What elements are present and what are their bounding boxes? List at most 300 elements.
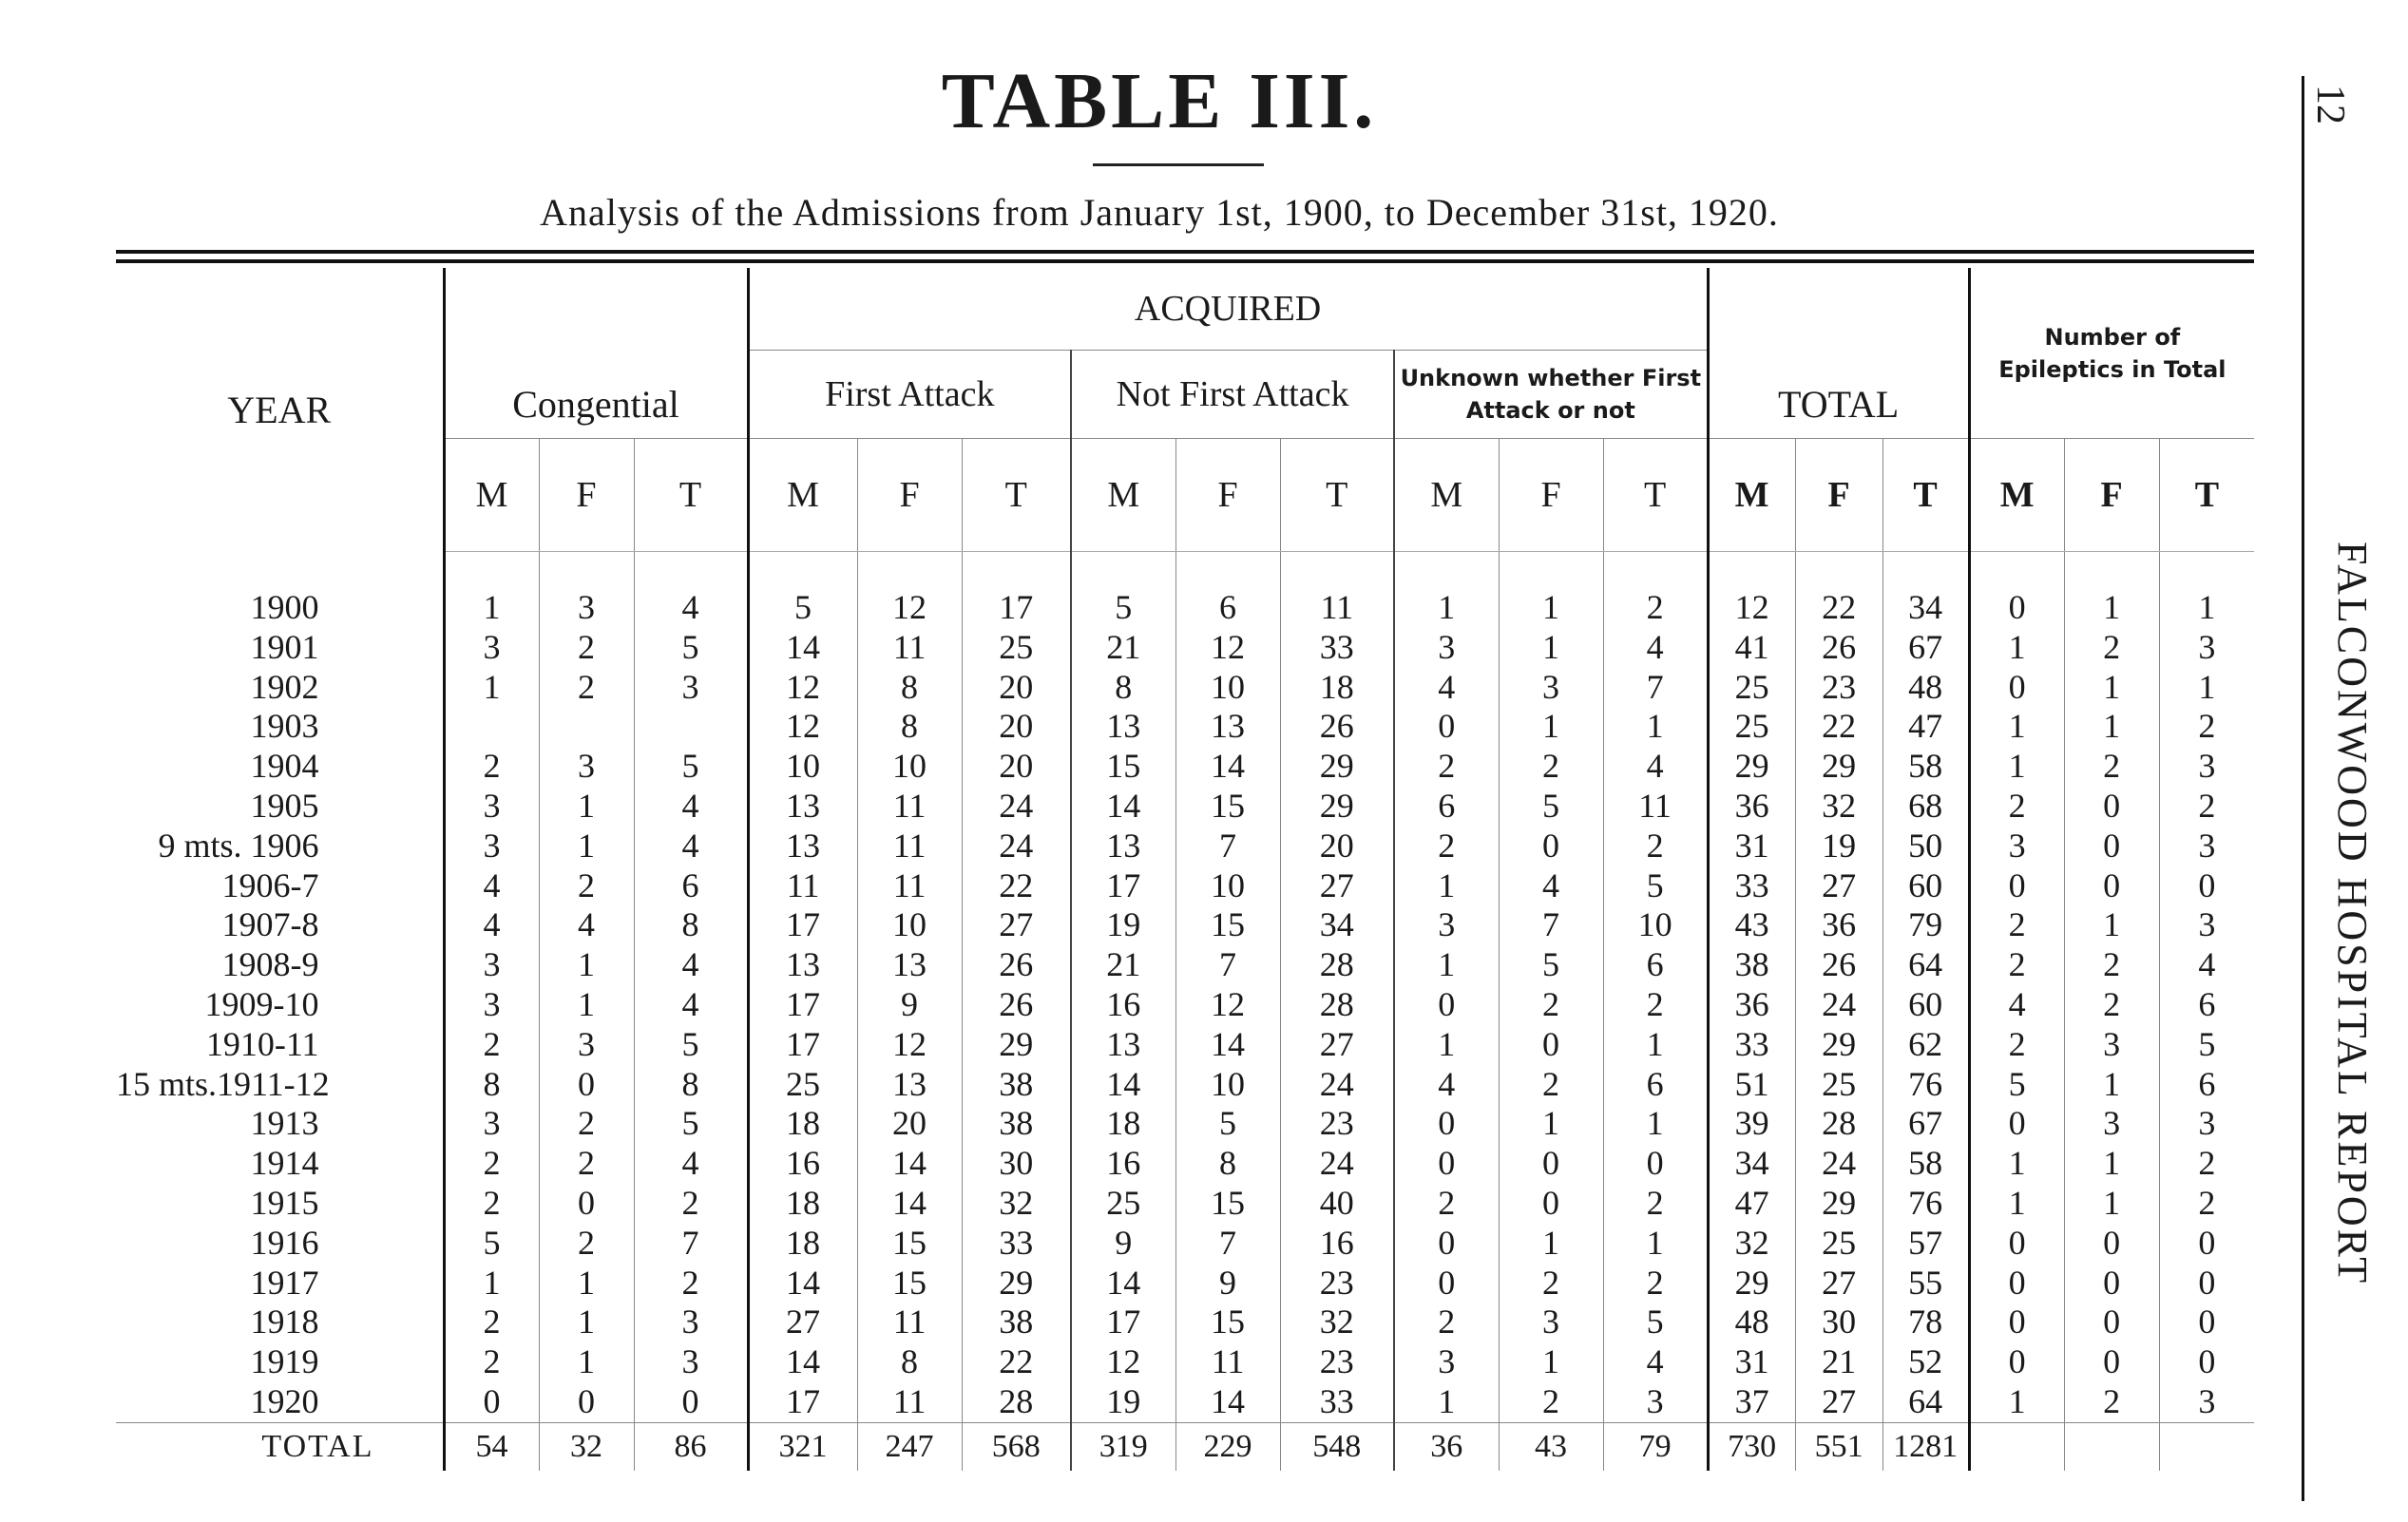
not-first-attack-m-cell: 21 [1071,628,1175,668]
first-attack-f-cell: 11 [857,787,962,827]
epileptics-t-cell: 2 [2159,1144,2254,1184]
epileptics-t-cell: 3 [2159,905,2254,945]
total-t-cell: 68 [1882,787,1969,827]
total-m-cell: 31 [1708,827,1795,866]
total-t-cell: 1281 [1882,1422,1969,1471]
first-attack-f-cell: 11 [857,827,962,866]
unknown-m-cell: 1 [1394,866,1499,906]
congenital-t-cell: 5 [634,628,748,668]
total-f-cell: 30 [1795,1303,1882,1342]
epileptics-m-cell: 0 [1969,1303,2064,1342]
congenital-t-cell: 3 [634,1303,748,1342]
first-attack-t-cell: 24 [962,827,1071,866]
header-unknown-m: M [1394,439,1499,552]
table-row [116,985,2254,1025]
total-f-cell: 551 [1795,1422,1882,1471]
not-first-attack-t-cell: 23 [1280,1104,1394,1144]
header-epileptics-t: T [2159,439,2254,552]
congenital-m-cell [444,707,539,747]
total-f-cell: 36 [1795,905,1882,945]
first-attack-m-cell: 18 [748,1184,857,1224]
unknown-t-cell: 2 [1603,552,1708,628]
first-attack-m-cell: 14 [748,628,857,668]
epileptics-f-cell: 2 [2064,1382,2159,1422]
year-cell: 1910-11 [205,1024,319,1063]
not-first-attack-t-cell: 40 [1280,1184,1394,1224]
congenital-m-cell: 1 [444,1264,539,1303]
table-row [116,668,2254,708]
congenital-f-cell: 1 [539,787,634,827]
congenital-t-cell: 4 [634,787,748,827]
header-unknown-f: F [1499,439,1603,552]
unknown-m-cell: 0 [1394,985,1499,1025]
not-first-attack-f-cell: 10 [1175,1065,1280,1105]
total-t-cell: 67 [1882,1104,1969,1144]
congenital-t-cell: 4 [634,945,748,985]
unknown-m-cell: 1 [1394,552,1499,628]
first-attack-f-cell: 9 [857,985,962,1025]
first-attack-f-cell: 14 [857,1144,962,1184]
not-first-attack-t-cell: 29 [1280,787,1394,827]
first-attack-t-cell: 38 [962,1104,1071,1144]
congenital-t-cell: 5 [634,1104,748,1144]
not-first-attack-f-cell: 8 [1175,1144,1280,1184]
top-double-rule-upper [116,250,2254,254]
total-f-cell: 29 [1795,1184,1882,1224]
not-first-attack-m-cell: 16 [1071,985,1175,1025]
first-attack-f-cell: 14 [857,1184,962,1224]
year-cell: 1902 [250,667,319,706]
not-first-attack-m-cell: 16 [1071,1144,1175,1184]
epileptics-m-cell: 4 [1969,985,2064,1025]
total-t-cell: 76 [1882,1065,1969,1105]
not-first-attack-t-cell: 26 [1280,707,1394,747]
unknown-t-cell: 2 [1603,1184,1708,1224]
epileptics-t-cell: 4 [2159,945,2254,985]
unknown-m-cell: 0 [1394,1144,1499,1184]
congenital-f-cell: 2 [539,1144,634,1184]
total-t-cell: 79 [1882,905,1969,945]
table-row [116,1382,2254,1422]
congenital-f-cell: 0 [539,1065,634,1105]
total-m-cell: 29 [1708,747,1795,787]
not-first-attack-t-cell: 24 [1280,1065,1394,1105]
epileptics-t-cell: 0 [2159,1264,2254,1303]
total-m-cell: 37 [1708,1382,1795,1422]
unknown-t-cell: 2 [1603,985,1708,1025]
header-not-first-attack-f: F [1175,439,1280,552]
first-attack-m-cell: 321 [748,1422,857,1471]
year-cell: 1918 [250,1303,319,1341]
congenital-t-cell: 5 [634,1025,748,1065]
epileptics-m-cell: 2 [1969,787,2064,827]
congenital-f-cell: 4 [539,905,634,945]
epileptics-m-cell: 2 [1969,1025,2064,1065]
congenital-f-cell: 2 [539,1104,634,1144]
first-attack-f-cell: 15 [857,1264,962,1303]
epileptics-f-cell: 1 [2064,1184,2159,1224]
table-row [116,1144,2254,1184]
epileptics-m-cell: 0 [1969,1104,2064,1144]
first-attack-f-cell: 11 [857,866,962,906]
year-cell: TOTAL [116,1422,444,1471]
not-first-attack-m-cell: 14 [1071,787,1175,827]
total-t-cell: 78 [1882,1303,1969,1342]
table-body [116,552,2254,1423]
total-m-cell: 730 [1708,1422,1795,1471]
year-cell: 1909-10 [204,984,319,1023]
table-row [116,628,2254,668]
report-title: FALCONWOOD HOSPITAL REPORT [2329,542,2376,1286]
first-attack-f-cell: 10 [857,905,962,945]
congenital-f-cell: 2 [539,668,634,708]
first-attack-m-cell: 12 [748,668,857,708]
first-attack-f-cell: 10 [857,747,962,787]
unknown-f-cell: 2 [1499,1264,1603,1303]
total-f-cell: 29 [1795,1025,1882,1065]
unknown-f-cell: 3 [1499,668,1603,708]
total-m-cell: 29 [1708,1264,1795,1303]
total-f-cell: 21 [1795,1342,1882,1382]
header-congenital-m: M [444,439,539,552]
unknown-f-cell: 7 [1499,905,1603,945]
not-first-attack-m-cell: 15 [1071,747,1175,787]
table-row [116,552,2254,628]
epileptics-m-cell: 5 [1969,1065,2064,1105]
congenital-m-cell: 1 [444,552,539,628]
not-first-attack-t-cell: 20 [1280,827,1394,866]
total-f-cell: 25 [1795,1065,1882,1105]
not-first-attack-f-cell: 14 [1175,1025,1280,1065]
first-attack-m-cell: 18 [748,1224,857,1264]
epileptics-m-cell: 0 [1969,1342,2064,1382]
not-first-attack-t-cell: 33 [1280,628,1394,668]
congenital-t-cell: 8 [634,1065,748,1105]
year-cell: 1917 [250,1263,319,1302]
epileptics-f-cell: 1 [2064,905,2159,945]
epileptics-m-cell: 0 [1969,668,2064,708]
epileptics-f-cell: 3 [2064,1025,2159,1065]
epileptics-f-cell: 2 [2064,945,2159,985]
unknown-f-cell: 0 [1499,1184,1603,1224]
congenital-t-cell: 4 [634,552,748,628]
first-attack-t-cell: 22 [962,1342,1071,1382]
year-cell: 1907-8 [221,905,319,944]
not-first-attack-f-cell: 11 [1175,1342,1280,1382]
unknown-m-cell: 2 [1394,747,1499,787]
congenital-t-cell: 4 [634,827,748,866]
first-attack-m-cell: 12 [748,707,857,747]
first-attack-m-cell: 17 [748,905,857,945]
epileptics-m-cell: 1 [1969,628,2064,668]
unknown-t-cell: 1 [1603,707,1708,747]
first-attack-f-cell: 8 [857,707,962,747]
year-cell: 1901 [250,627,319,666]
epileptics-t-cell: 6 [2159,985,2254,1025]
first-attack-t-cell: 28 [962,1382,1071,1422]
year-cell: 15 mts.1911-12 [116,1064,330,1103]
unknown-m-cell: 3 [1394,628,1499,668]
first-attack-t-cell: 20 [962,747,1071,787]
header-not-first-attack: Not First Attack [1071,351,1394,439]
not-first-attack-f-cell: 10 [1175,866,1280,906]
total-f-cell: 19 [1795,827,1882,866]
epileptics-m-cell: 2 [1969,945,2064,985]
epileptics-f-cell: 1 [2064,552,2159,628]
unknown-f-cell: 5 [1499,787,1603,827]
year-cell: 9 mts. 1906 [158,826,319,865]
epileptics-m-cell: 1 [1969,1382,2064,1422]
first-attack-t-cell: 25 [962,628,1071,668]
unknown-f-cell: 2 [1499,1065,1603,1105]
congenital-f-cell: 2 [539,1224,634,1264]
congenital-f-cell: 1 [539,1264,634,1303]
table-row [116,945,2254,985]
not-first-attack-f-cell: 14 [1175,747,1280,787]
not-first-attack-m-cell: 17 [1071,1303,1175,1342]
epileptics-f-cell: 0 [2064,1264,2159,1303]
header-first-attack-f: F [857,439,962,552]
epileptics-t-cell: 2 [2159,1184,2254,1224]
first-attack-m-cell: 13 [748,787,857,827]
not-first-attack-m-cell: 14 [1071,1264,1175,1303]
epileptics-f-cell [2064,1422,2159,1471]
total-t-cell: 47 [1882,707,1969,747]
first-attack-f-cell: 12 [857,1025,962,1065]
first-attack-t-cell: 29 [962,1025,1071,1065]
total-f-cell: 25 [1795,1224,1882,1264]
epileptics-f-cell: 1 [2064,668,2159,708]
not-first-attack-f-cell: 13 [1175,707,1280,747]
unknown-m-cell: 0 [1394,1224,1499,1264]
header-first-attack-m: M [748,439,857,552]
unknown-t-cell: 6 [1603,945,1708,985]
congenital-f-cell: 32 [539,1422,634,1471]
unknown-m-cell: 36 [1394,1422,1499,1471]
congenital-m-cell: 2 [444,1025,539,1065]
unknown-t-cell: 11 [1603,787,1708,827]
congenital-f-cell: 1 [539,945,634,985]
epileptics-t-cell: 1 [2159,552,2254,628]
congenital-m-cell: 3 [444,985,539,1025]
table-row [116,827,2254,866]
first-attack-t-cell: 24 [962,787,1071,827]
total-t-cell: 52 [1882,1342,1969,1382]
header-unknown-attack [1394,351,1708,439]
not-first-attack-t-cell: 23 [1280,1342,1394,1382]
congenital-m-cell: 4 [444,905,539,945]
not-first-attack-m-cell: 9 [1071,1224,1175,1264]
total-f-cell: 29 [1795,747,1882,787]
first-attack-m-cell: 14 [748,1342,857,1382]
epileptics-f-cell: 0 [2064,1303,2159,1342]
not-first-attack-m-cell: 319 [1071,1422,1175,1471]
total-f-cell: 24 [1795,985,1882,1025]
unknown-t-cell: 2 [1603,827,1708,866]
unknown-f-cell: 0 [1499,1025,1603,1065]
first-attack-t-cell: 26 [962,945,1071,985]
congenital-m-cell: 3 [444,787,539,827]
not-first-attack-t-cell: 28 [1280,945,1394,985]
unknown-t-cell: 4 [1603,1342,1708,1382]
first-attack-f-cell: 12 [857,552,962,628]
not-first-attack-f-cell: 12 [1175,985,1280,1025]
first-attack-t-cell: 27 [962,905,1071,945]
not-first-attack-f-cell: 6 [1175,552,1280,628]
total-t-cell: 50 [1882,827,1969,866]
first-attack-f-cell: 8 [857,1342,962,1382]
total-f-cell: 23 [1795,668,1882,708]
not-first-attack-m-cell: 13 [1071,1025,1175,1065]
congenital-t-cell: 2 [634,1184,748,1224]
first-attack-m-cell: 16 [748,1144,857,1184]
congenital-f-cell: 1 [539,1342,634,1382]
congenital-m-cell: 54 [444,1422,539,1471]
not-first-attack-m-cell: 19 [1071,1382,1175,1422]
not-first-attack-t-cell: 28 [1280,985,1394,1025]
first-attack-m-cell: 17 [748,1382,857,1422]
epileptics-t-cell: 0 [2159,1303,2254,1342]
total-m-cell: 25 [1708,668,1795,708]
total-m-cell: 31 [1708,1342,1795,1382]
congenital-m-cell: 3 [444,1104,539,1144]
congenital-m-cell: 0 [444,1382,539,1422]
header-first-attack-t: T [962,439,1071,552]
epileptics-t-cell: 5 [2159,1025,2254,1065]
not-first-attack-t-cell: 29 [1280,747,1394,787]
not-first-attack-m-cell: 5 [1071,552,1175,628]
total-t-cell: 58 [1882,747,1969,787]
unknown-m-cell: 3 [1394,1342,1499,1382]
congenital-f-cell: 0 [539,1382,634,1422]
not-first-attack-f-cell: 5 [1175,1104,1280,1144]
unknown-t-cell: 0 [1603,1144,1708,1184]
not-first-attack-m-cell: 25 [1071,1184,1175,1224]
admissions-table-container [116,268,2254,1471]
unknown-f-cell: 1 [1499,707,1603,747]
epileptics-t-cell: 1 [2159,668,2254,708]
unknown-f-cell: 3 [1499,1303,1603,1342]
total-f-cell: 22 [1795,707,1882,747]
first-attack-t-cell: 20 [962,707,1071,747]
totals-row [116,1422,2254,1471]
congenital-m-cell: 3 [444,628,539,668]
epileptics-f-cell: 0 [2064,787,2159,827]
table-row [116,1065,2254,1105]
first-attack-m-cell: 13 [748,945,857,985]
total-t-cell: 62 [1882,1025,1969,1065]
congenital-f-cell: 2 [539,866,634,906]
side-vertical-rule [2302,76,2304,1501]
total-m-cell: 36 [1708,985,1795,1025]
not-first-attack-f-cell: 15 [1175,905,1280,945]
not-first-attack-f-cell: 15 [1175,1303,1280,1342]
epileptics-t-cell: 0 [2159,1224,2254,1264]
unknown-m-cell: 0 [1394,1264,1499,1303]
not-first-attack-m-cell: 12 [1071,1342,1175,1382]
year-cell: 1914 [250,1144,319,1183]
epileptics-m-cell: 2 [1969,905,2064,945]
header-first-attack: First Attack [748,351,1071,439]
epileptics-m-cell: 0 [1969,1264,2064,1303]
first-attack-t-cell: 38 [962,1065,1071,1105]
epileptics-f-cell: 0 [2064,1342,2159,1382]
congenital-t-cell: 2 [634,1264,748,1303]
first-attack-m-cell: 18 [748,1104,857,1144]
unknown-f-cell: 1 [1499,1104,1603,1144]
unknown-m-cell: 4 [1394,668,1499,708]
congenital-m-cell: 2 [444,1342,539,1382]
header-congenital-t: T [634,439,748,552]
header-epileptics-m: M [1969,439,2064,552]
total-m-cell: 12 [1708,552,1795,628]
unknown-t-cell: 1 [1603,1224,1708,1264]
total-f-cell: 27 [1795,866,1882,906]
header-congenital-f: F [539,439,634,552]
epileptics-m-cell: 1 [1969,1184,2064,1224]
total-t-cell: 55 [1882,1264,1969,1303]
unknown-f-cell: 0 [1499,827,1603,866]
table-row [116,1184,2254,1224]
header-congenital: Congential [444,268,748,439]
total-f-cell: 27 [1795,1382,1882,1422]
table-row [116,1104,2254,1144]
epileptics-f-cell: 0 [2064,1224,2159,1264]
total-t-cell: 60 [1882,866,1969,906]
top-double-rule-lower [116,259,2254,263]
table-row [116,1025,2254,1065]
not-first-attack-t-cell: 33 [1280,1382,1394,1422]
header-unknown-line2: Attack or not [1465,397,1635,424]
year-cell: 1920 [250,1381,319,1420]
unknown-m-cell: 1 [1394,945,1499,985]
unknown-t-cell: 4 [1603,747,1708,787]
not-first-attack-t-cell: 34 [1280,905,1394,945]
unknown-m-cell: 1 [1394,1382,1499,1422]
table-row [116,905,2254,945]
unknown-f-cell: 2 [1499,1382,1603,1422]
first-attack-f-cell: 11 [857,1303,962,1342]
first-attack-t-cell: 26 [962,985,1071,1025]
congenital-t-cell: 4 [634,1144,748,1184]
total-m-cell: 36 [1708,787,1795,827]
unknown-f-cell: 0 [1499,1144,1603,1184]
congenital-f-cell: 2 [539,628,634,668]
not-first-attack-t-cell: 11 [1280,552,1394,628]
not-first-attack-m-cell: 8 [1071,668,1175,708]
not-first-attack-t-cell: 548 [1280,1422,1394,1471]
first-attack-t-cell: 30 [962,1144,1071,1184]
congenital-f-cell: 1 [539,985,634,1025]
epileptics-t-cell: 3 [2159,628,2254,668]
total-t-cell: 58 [1882,1144,1969,1184]
total-m-cell: 33 [1708,1025,1795,1065]
first-attack-t-cell: 17 [962,552,1071,628]
epileptics-f-cell: 1 [2064,1065,2159,1105]
first-attack-m-cell: 11 [748,866,857,906]
congenital-m-cell: 4 [444,866,539,906]
unknown-f-cell: 43 [1499,1422,1603,1471]
congenital-t-cell: 8 [634,905,748,945]
first-attack-f-cell: 20 [857,1104,962,1144]
epileptics-m-cell: 0 [1969,552,2064,628]
congenital-m-cell: 1 [444,668,539,708]
first-attack-f-cell: 11 [857,628,962,668]
total-t-cell: 60 [1882,985,1969,1025]
congenital-t-cell: 3 [634,1342,748,1382]
congenital-f-cell: 3 [539,1025,634,1065]
epileptics-m-cell: 1 [1969,1144,2064,1184]
